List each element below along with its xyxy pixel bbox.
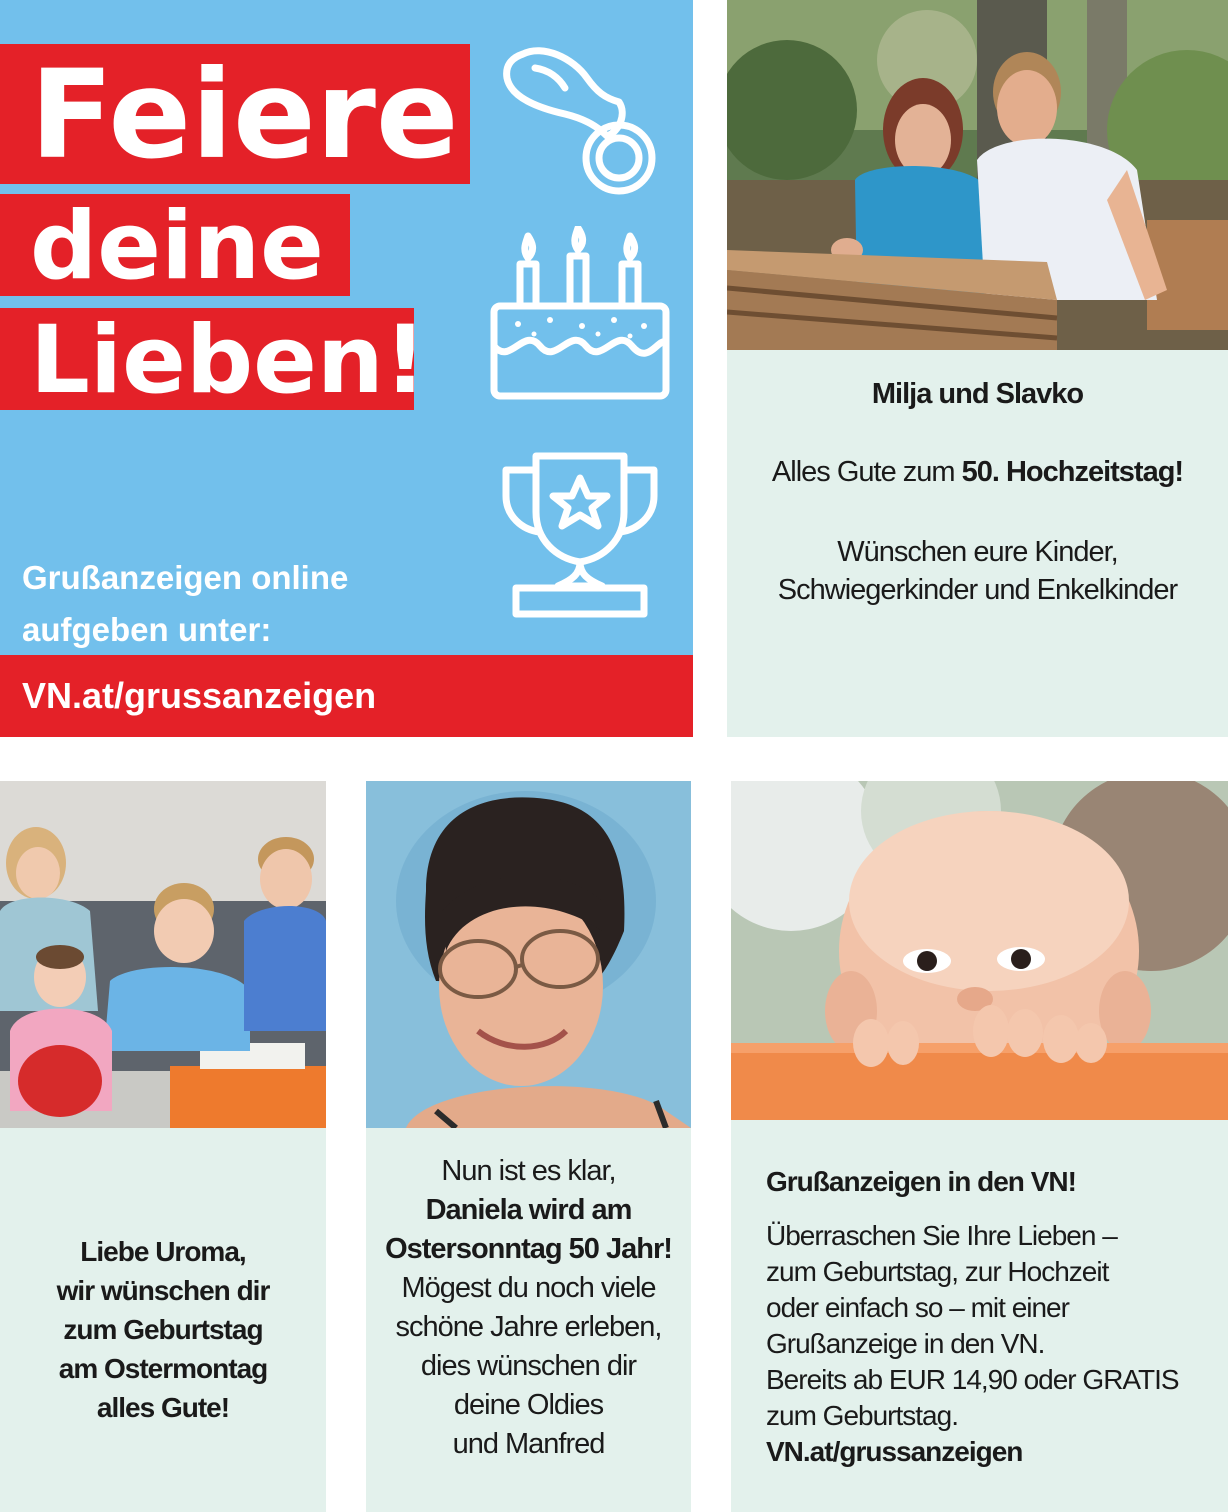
uroma-line-1: Liebe Uroma, [80,1236,246,1267]
couple-wish-prefix: Alles Gute zum [771,456,962,488]
trophy-icon [500,450,660,620]
couple-names: Milja und Slavko [871,378,1084,410]
uroma-line-2: wir wünschen dir [56,1275,270,1306]
headline-line-2: deine [0,194,350,296]
couple-from-line-2: Schwiegerkinder und Enkelkinder [777,574,1178,606]
daniela-line-3: schöne Jahre erleben, [395,1311,662,1343]
vn-body-line-4: Grußanzeige in den VN. [766,1328,1045,1359]
promo-panel [0,0,693,737]
couple-from-line-1: Wünschen eure Kinder, [837,536,1118,568]
vn-body-line-5: Bereits ab EUR 14,90 oder GRATIS [766,1364,1179,1395]
promo-online-line-2: aufgeben unter: [22,611,272,648]
uroma-line-3: zum Geburtstag [63,1314,263,1345]
daniela-ad-box [366,1128,691,1512]
uroma-line-4: am Ostermontag [58,1353,268,1384]
daniela-line-2: Mögest du noch viele [401,1272,656,1304]
vn-body-line-2: zum Geburtstag, zur Hochzeit [766,1256,1109,1287]
promo-online-text [22,552,482,656]
headline-line-1: Feiere [0,44,470,184]
daniela-bold-1: Daniela wird am [425,1194,632,1226]
vn-body-line-1: Überraschen Sie Ihre Lieben – [766,1220,1117,1251]
vn-ad-box [731,1120,1228,1512]
couple-photo [727,0,1228,350]
daniela-line-5: deine Oldies [453,1389,604,1421]
daniela-line-6: und Manfred [452,1428,605,1460]
uroma-ad-box [0,1128,326,1512]
promo-online-line-1: Grußanzeigen online [22,559,349,596]
vn-body-line-6: zum Geburtstag. [766,1400,958,1431]
kids-photo [0,781,326,1128]
daniela-line-1: Nun ist es klar, [441,1155,616,1187]
daniela-line-4: dies wünschen dir [420,1350,637,1382]
couple-wish [727,456,1228,489]
couple-wish-occasion: 50. Hochzeitstag! [961,456,1184,488]
daniela-photo [366,781,691,1128]
daniela-bold-2: Ostersonntag 50 Jahr! [385,1233,672,1265]
vn-ad-title: Grußanzeigen in den VN! [766,1166,1076,1197]
birthday-cake-icon [488,226,672,402]
headline-line-3: Lieben! [0,308,414,410]
promo-url-bar: VN.at/grussanzeigen [0,655,693,737]
baby-photo [731,781,1228,1120]
uroma-line-5: alles Gute! [96,1392,230,1423]
vn-body-line-3: oder einfach so – mit einer [766,1292,1069,1323]
pacifier-icon [495,40,665,200]
vn-ad-url: VN.at/grussanzeigen [766,1436,1023,1467]
